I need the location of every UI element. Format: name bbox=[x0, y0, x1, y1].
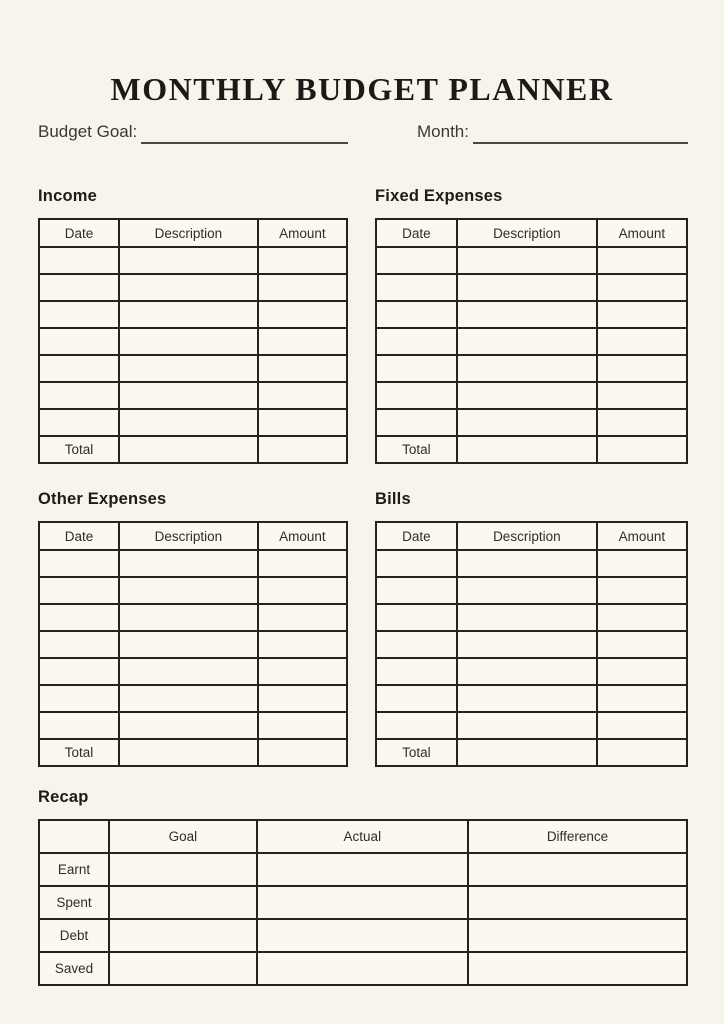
total-amount-cell[interactable] bbox=[258, 436, 347, 463]
description-cell[interactable] bbox=[457, 550, 597, 577]
total-row bbox=[376, 436, 687, 463]
table-row bbox=[39, 328, 347, 355]
goal-cell[interactable] bbox=[109, 886, 257, 919]
total-label: Total bbox=[39, 436, 119, 463]
month-field bbox=[417, 117, 688, 144]
table-row bbox=[39, 631, 347, 658]
bills-table bbox=[375, 521, 688, 767]
actual-cell[interactable] bbox=[257, 919, 468, 952]
description-cell[interactable] bbox=[119, 712, 258, 739]
fixed-expenses-table bbox=[375, 218, 688, 464]
budget-goal-field bbox=[38, 117, 348, 144]
description-cell[interactable] bbox=[457, 328, 597, 355]
recap-row-label: Spent bbox=[39, 886, 109, 919]
column-header: Amount bbox=[258, 522, 347, 550]
amount-cell[interactable] bbox=[258, 631, 347, 658]
amount-cell[interactable] bbox=[258, 685, 347, 712]
total-row bbox=[39, 436, 347, 463]
description-cell[interactable] bbox=[119, 328, 258, 355]
header-row bbox=[376, 522, 687, 550]
table-row bbox=[376, 685, 687, 712]
difference-cell[interactable] bbox=[468, 952, 687, 985]
total-description-cell[interactable] bbox=[119, 739, 258, 766]
table-row bbox=[376, 712, 687, 739]
amount-cell[interactable] bbox=[258, 604, 347, 631]
recap-column-header: Goal bbox=[109, 820, 257, 853]
date-cell[interactable] bbox=[39, 409, 119, 436]
table-row bbox=[39, 355, 347, 382]
total-amount-cell[interactable] bbox=[258, 739, 347, 766]
description-cell[interactable] bbox=[119, 409, 258, 436]
total-label: Total bbox=[376, 436, 457, 463]
date-cell[interactable] bbox=[39, 685, 119, 712]
recap-row bbox=[39, 919, 687, 952]
amount-cell[interactable] bbox=[597, 247, 687, 274]
difference-cell[interactable] bbox=[468, 853, 687, 886]
section-heading: Other Expenses bbox=[38, 490, 167, 508]
total-amount-cell[interactable] bbox=[597, 436, 687, 463]
date-cell[interactable] bbox=[376, 712, 457, 739]
difference-cell[interactable] bbox=[468, 886, 687, 919]
amount-cell[interactable] bbox=[597, 712, 687, 739]
recap-row bbox=[39, 886, 687, 919]
description-cell[interactable] bbox=[457, 685, 597, 712]
column-header: Description bbox=[457, 522, 597, 550]
table-row bbox=[376, 658, 687, 685]
column-header: Date bbox=[39, 522, 119, 550]
amount-cell[interactable] bbox=[597, 382, 687, 409]
column-header: Date bbox=[376, 219, 457, 247]
total-amount-cell[interactable] bbox=[597, 739, 687, 766]
total-description-cell[interactable] bbox=[119, 436, 258, 463]
recap-column-header: Actual bbox=[257, 820, 468, 853]
date-cell[interactable] bbox=[376, 604, 457, 631]
column-header: Date bbox=[39, 219, 119, 247]
date-cell[interactable] bbox=[39, 550, 119, 577]
section-bills bbox=[375, 490, 688, 767]
total-row bbox=[39, 739, 347, 766]
table-row bbox=[39, 658, 347, 685]
date-cell[interactable] bbox=[376, 658, 457, 685]
amount-cell[interactable] bbox=[258, 382, 347, 409]
recap-column-header bbox=[39, 820, 109, 853]
table-row bbox=[39, 409, 347, 436]
date-cell[interactable] bbox=[376, 301, 457, 328]
section-other-expenses bbox=[38, 490, 348, 767]
section-fixed-expenses bbox=[375, 187, 688, 464]
description-cell[interactable] bbox=[119, 631, 258, 658]
description-cell[interactable] bbox=[457, 382, 597, 409]
table-row bbox=[39, 274, 347, 301]
column-header: Amount bbox=[597, 219, 687, 247]
table-row bbox=[39, 382, 347, 409]
actual-cell[interactable] bbox=[257, 886, 468, 919]
table-row bbox=[376, 631, 687, 658]
table-row bbox=[39, 712, 347, 739]
section-heading: Bills bbox=[375, 490, 411, 508]
goal-cell[interactable] bbox=[109, 919, 257, 952]
description-cell[interactable] bbox=[119, 382, 258, 409]
date-cell[interactable] bbox=[39, 301, 119, 328]
amount-cell[interactable] bbox=[597, 328, 687, 355]
amount-cell[interactable] bbox=[258, 658, 347, 685]
table-row bbox=[376, 301, 687, 328]
description-cell[interactable] bbox=[119, 301, 258, 328]
budget-goal-label: Budget Goal: bbox=[38, 122, 138, 141]
recap-row-label: Saved bbox=[39, 952, 109, 985]
header-row bbox=[39, 522, 347, 550]
date-cell[interactable] bbox=[376, 409, 457, 436]
amount-cell[interactable] bbox=[597, 658, 687, 685]
amount-cell[interactable] bbox=[258, 712, 347, 739]
column-header: Description bbox=[119, 219, 258, 247]
description-cell[interactable] bbox=[457, 247, 597, 274]
amount-cell[interactable] bbox=[597, 550, 687, 577]
section-heading: Recap bbox=[38, 788, 89, 806]
date-cell[interactable] bbox=[376, 328, 457, 355]
amount-cell[interactable] bbox=[597, 274, 687, 301]
description-cell[interactable] bbox=[119, 685, 258, 712]
table-row bbox=[376, 409, 687, 436]
amount-cell[interactable] bbox=[597, 685, 687, 712]
description-cell[interactable] bbox=[119, 604, 258, 631]
month-label: Month: bbox=[417, 122, 469, 141]
column-header: Date bbox=[376, 522, 457, 550]
table-row bbox=[39, 247, 347, 274]
table-row bbox=[376, 355, 687, 382]
total-label: Total bbox=[39, 739, 119, 766]
table-row bbox=[39, 685, 347, 712]
table-row bbox=[376, 382, 687, 409]
column-header: Description bbox=[119, 522, 258, 550]
amount-cell[interactable] bbox=[258, 328, 347, 355]
date-cell[interactable] bbox=[39, 712, 119, 739]
table-row bbox=[376, 274, 687, 301]
table-row bbox=[376, 550, 687, 577]
recap-row bbox=[39, 853, 687, 886]
date-cell[interactable] bbox=[39, 658, 119, 685]
header-row bbox=[39, 820, 687, 853]
amount-cell[interactable] bbox=[597, 355, 687, 382]
description-cell[interactable] bbox=[457, 604, 597, 631]
amount-cell[interactable] bbox=[258, 301, 347, 328]
section-recap bbox=[38, 788, 688, 986]
header-row bbox=[39, 219, 347, 247]
income-table bbox=[38, 218, 348, 464]
date-cell[interactable] bbox=[376, 685, 457, 712]
description-cell[interactable] bbox=[119, 658, 258, 685]
table-row bbox=[39, 550, 347, 577]
amount-cell[interactable] bbox=[597, 577, 687, 604]
actual-cell[interactable] bbox=[257, 853, 468, 886]
date-cell[interactable] bbox=[39, 382, 119, 409]
date-cell[interactable] bbox=[376, 274, 457, 301]
page-title: MONTHLY BUDGET PLANNER bbox=[110, 71, 614, 108]
description-cell[interactable] bbox=[119, 355, 258, 382]
recap-table bbox=[38, 819, 688, 986]
recap-row bbox=[39, 952, 687, 985]
section-income bbox=[38, 187, 348, 464]
table-row bbox=[376, 577, 687, 604]
date-cell[interactable] bbox=[376, 382, 457, 409]
recap-row-label: Earnt bbox=[39, 853, 109, 886]
amount-cell[interactable] bbox=[258, 409, 347, 436]
date-cell[interactable] bbox=[39, 274, 119, 301]
header-row bbox=[376, 219, 687, 247]
date-cell[interactable] bbox=[39, 631, 119, 658]
table-row bbox=[39, 604, 347, 631]
description-cell[interactable] bbox=[119, 577, 258, 604]
recap-column-header: Difference bbox=[468, 820, 687, 853]
description-cell[interactable] bbox=[457, 658, 597, 685]
column-header: Description bbox=[457, 219, 597, 247]
table-row bbox=[39, 577, 347, 604]
difference-cell[interactable] bbox=[468, 919, 687, 952]
amount-cell[interactable] bbox=[597, 409, 687, 436]
total-row bbox=[376, 739, 687, 766]
date-cell[interactable] bbox=[376, 355, 457, 382]
date-cell[interactable] bbox=[39, 604, 119, 631]
description-cell[interactable] bbox=[457, 712, 597, 739]
recap-row-label: Debt bbox=[39, 919, 109, 952]
description-cell[interactable] bbox=[457, 631, 597, 658]
actual-cell[interactable] bbox=[257, 952, 468, 985]
section-heading: Fixed Expenses bbox=[375, 187, 503, 205]
table-row bbox=[376, 247, 687, 274]
goal-cell[interactable] bbox=[109, 952, 257, 985]
description-cell[interactable] bbox=[119, 274, 258, 301]
description-cell[interactable] bbox=[119, 247, 258, 274]
amount-cell[interactable] bbox=[258, 274, 347, 301]
table-row bbox=[39, 301, 347, 328]
amount-cell[interactable] bbox=[597, 301, 687, 328]
date-cell[interactable] bbox=[376, 631, 457, 658]
date-cell[interactable] bbox=[39, 247, 119, 274]
other-expenses-table bbox=[38, 521, 348, 767]
section-heading: Income bbox=[38, 187, 97, 205]
amount-cell[interactable] bbox=[258, 550, 347, 577]
column-header: Amount bbox=[258, 219, 347, 247]
description-cell[interactable] bbox=[119, 550, 258, 577]
description-cell[interactable] bbox=[457, 301, 597, 328]
amount-cell[interactable] bbox=[597, 631, 687, 658]
date-cell[interactable] bbox=[376, 577, 457, 604]
amount-cell[interactable] bbox=[258, 247, 347, 274]
amount-cell[interactable] bbox=[597, 604, 687, 631]
column-header: Amount bbox=[597, 522, 687, 550]
total-label: Total bbox=[376, 739, 457, 766]
budget-goal-input-line[interactable] bbox=[141, 142, 348, 144]
date-cell[interactable] bbox=[376, 247, 457, 274]
description-cell[interactable] bbox=[457, 577, 597, 604]
description-cell[interactable] bbox=[457, 274, 597, 301]
date-cell[interactable] bbox=[376, 550, 457, 577]
date-cell[interactable] bbox=[39, 328, 119, 355]
date-cell[interactable] bbox=[39, 577, 119, 604]
goal-cell[interactable] bbox=[109, 853, 257, 886]
date-cell[interactable] bbox=[39, 355, 119, 382]
amount-cell[interactable] bbox=[258, 355, 347, 382]
amount-cell[interactable] bbox=[258, 577, 347, 604]
table-row bbox=[376, 328, 687, 355]
month-input-line[interactable] bbox=[473, 142, 688, 144]
total-description-cell[interactable] bbox=[457, 739, 597, 766]
table-row bbox=[376, 604, 687, 631]
description-cell[interactable] bbox=[457, 409, 597, 436]
description-cell[interactable] bbox=[457, 355, 597, 382]
total-description-cell[interactable] bbox=[457, 436, 597, 463]
